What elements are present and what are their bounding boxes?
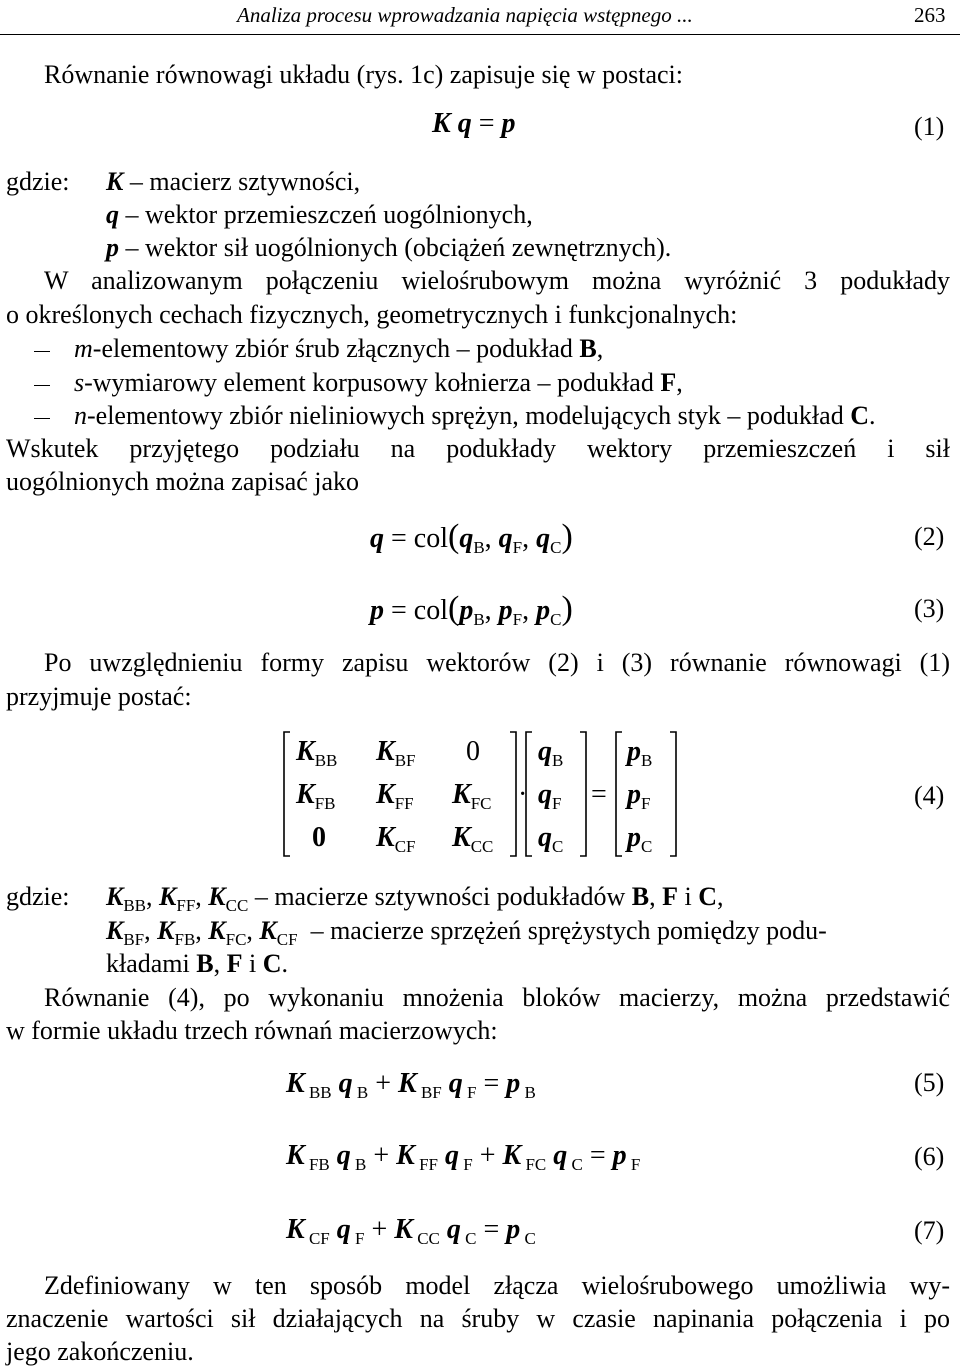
page-number: 263 (914, 3, 946, 27)
equation-6: K $_{FB}$ q $_B$ + K $_{FF}$ q $_F$ + K $_{FC}$ q $_C$ = p $_F$ (286, 1140, 641, 1174)
equation-number-1: (1) (914, 112, 945, 141)
paragraph-2-line-1: Wskutek przyjętego podziału na podukłady wektory przemieszczeń i sił (6, 434, 950, 463)
paragraph-1-line-1: W analizowanym połączeniu wielośrubowym można wyróżnić 3 podukłady (44, 266, 950, 295)
equation-number-6: (6) (914, 1142, 945, 1171)
paragraph-3-line-2: przyjmuje postać: (6, 682, 192, 711)
where-item-q: q – wektor przemieszczeń uogólnionych, (106, 200, 533, 229)
equation-number-3: (3) (914, 594, 945, 623)
equation-7: K $_{CF}$ q $_F$ + K $_{CC}$ q $_C$ = p $_C$ (286, 1214, 536, 1248)
where-item-K: K – macierz sztywności, (106, 167, 361, 196)
equation-number-5: (5) (914, 1068, 945, 1097)
equation-2: $q = col(q_B$, $q_F$, $q_C$) (370, 518, 573, 557)
list-item: m-elementowy zbiór śrub złącznych – podukład B, (34, 334, 603, 364)
paragraph-2-line-2: uogólnionych można zapisać jako (6, 467, 360, 496)
equation-5: K $_{BB}$ q $_B$ + K $_{BF}$ q $_F$ = p $_B$ (286, 1068, 536, 1102)
header-title: Analiza procesu wprowadzania napięcia wstępnego ... (237, 3, 693, 27)
paragraph-5-line-2: znaczenie wartości sił działających na śruby w czasie napinania połączenia i po (6, 1304, 950, 1333)
where-label-2: gdzie: (6, 882, 70, 911)
equation-number-2: (2) (914, 522, 945, 551)
paragraph-5-line-3: jego zakończeniu. (6, 1337, 194, 1366)
where-item-p: p – wektor sił uogólnionych (obciążeń zewnętrznych). (106, 233, 672, 262)
where-label-1: gdzie: (6, 167, 70, 196)
list-item: s-wymiarowy element korpusowy kołnierza – podukład F, (34, 368, 683, 398)
intro-text: Równanie równowagi układu (rys. 1c) zapisuje się w postaci: (44, 60, 684, 89)
where2-line-2: $K_{BF}$, $K_{FB}$, $K_{FC}$, $K_{CF}$ – macierze sprzężeń sprężystych pomiędzy podu- (106, 916, 827, 949)
equation-number-7: (7) (914, 1216, 945, 1245)
paragraph-3-line-1: Po uwzględnieniu formy zapisu wektorów (2) i (3) równanie równowagi (1) (44, 648, 950, 677)
paragraph-4-line-2: w formie układu trzech równań macierzowych: (6, 1016, 498, 1045)
where2-line-3: kładami B, F i C. (106, 949, 289, 978)
list-item: n-elementowy zbiór nieliniowych sprężyn, modelujących styk – podukład C. (34, 401, 875, 431)
equation-1: K q = p (432, 108, 516, 139)
equation-number-4: (4) (914, 781, 945, 810)
where2-line-1: $K_{BB}$, $K_{FF}$, $K_{CC}$ – macierze sztywności podukładów B, F i C, (106, 882, 724, 915)
paragraph-1-line-2: o określonych cechach fizycznych, geometrycznych i funkcjonalnych: (6, 300, 738, 329)
equation-3: $p = col(p_B$, $p_F$, $p_C$) (370, 590, 573, 629)
paragraph-4-line-1: Równanie (4), po wykonaniu mnożenia bloków macierzy, można przedstawić (44, 983, 950, 1012)
paragraph-5-line-1: Zdefiniowany w ten sposób model złącza wielośrubowego umożliwia wy- (44, 1271, 950, 1300)
